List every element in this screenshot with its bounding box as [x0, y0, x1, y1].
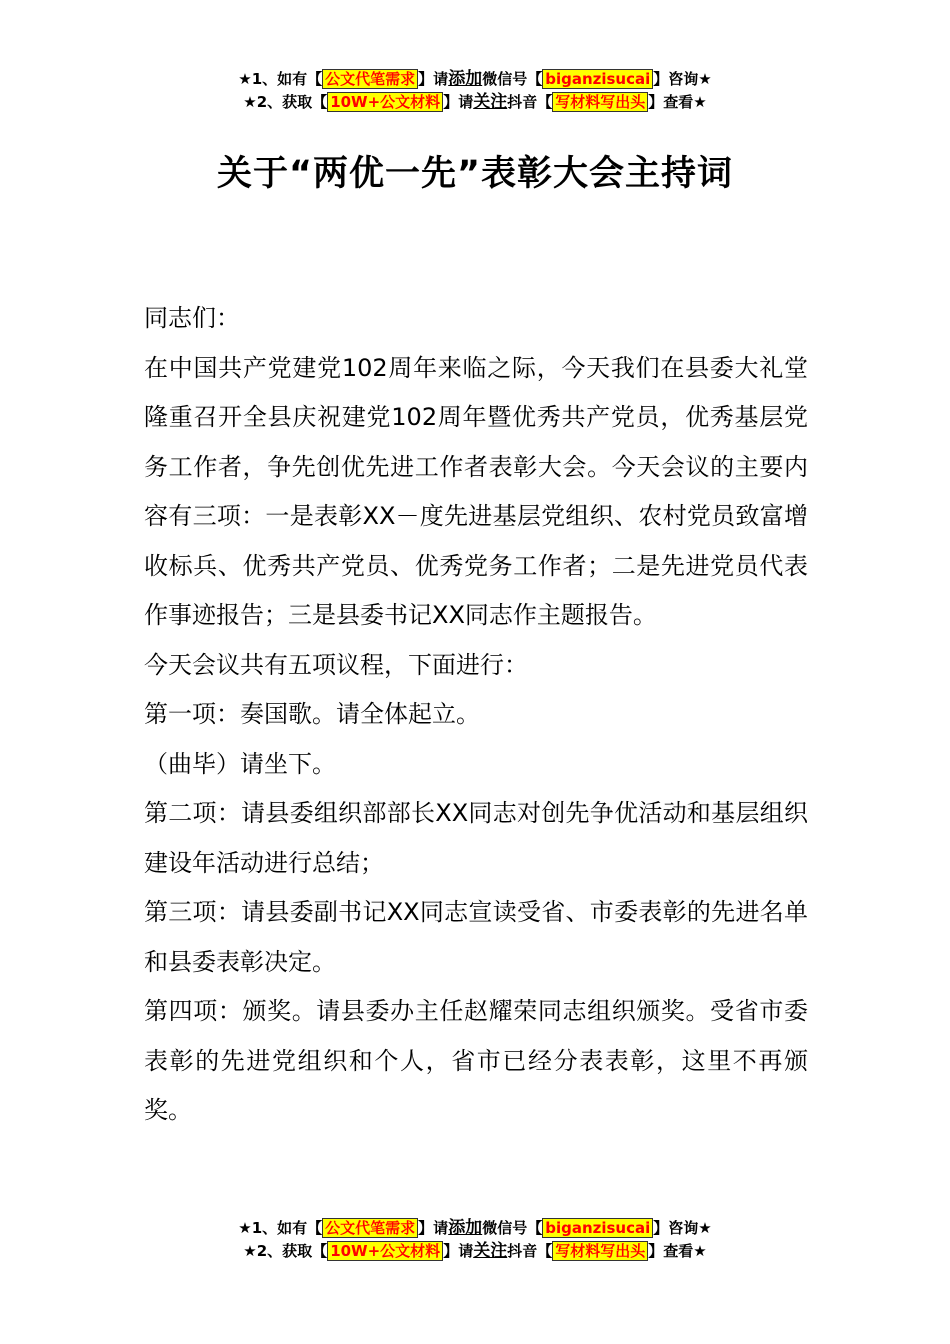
promo-line-2 — [0, 91, 950, 114]
promo-underline: 关注 — [473, 1241, 508, 1261]
promo-text: 】查看★ — [648, 1242, 707, 1260]
paragraph-item-4: 第四项：颁奖。请县委办主任赵耀荣同志组织颁奖。受省市委表彰的先进党组织和个人，省市已经分表表彰，这里不再颁奖。 — [144, 997, 808, 1124]
promo-highlight-douyin: 写材料写出头 — [552, 92, 648, 112]
promo-text: 】请 — [418, 1219, 449, 1237]
promo-highlight: 10W+公文材料 — [327, 92, 443, 112]
salutation: 同志们： — [144, 304, 240, 332]
promo-line-2 — [0, 1240, 950, 1263]
promo-text: 】请 — [443, 93, 474, 111]
document-body — [144, 294, 808, 1136]
promo-line-1 — [0, 68, 950, 91]
promo-text: 抖音【 — [507, 1242, 553, 1260]
promo-text: 抖音【 — [507, 93, 553, 111]
promo-text: 】咨询★ — [653, 70, 712, 88]
promo-text: 微信号【 — [482, 70, 543, 88]
paragraph-item-1-after: （曲毕）请坐下。 — [144, 749, 336, 778]
promo-highlight-wechat: biganzisucai — [542, 1218, 653, 1238]
promo-highlight-douyin: 写材料写出头 — [552, 1241, 648, 1261]
promo-text: ★2、获取【 — [243, 1242, 328, 1260]
promo-text: 】查看★ — [648, 93, 707, 111]
promo-highlight: 公文代笔需求 — [322, 69, 418, 89]
promo-highlight-wechat: biganzisucai — [542, 69, 653, 89]
paragraph-item-3: 第三项：请县委副书记XX同志宣读受省、市委表彰的先进名单和县委表彰决定。 — [144, 898, 808, 976]
promo-line-1 — [0, 1217, 950, 1240]
promo-text: 微信号【 — [482, 1219, 543, 1237]
promo-highlight: 公文代笔需求 — [322, 1218, 418, 1238]
promo-underline: 添加 — [448, 69, 483, 89]
document-title: 关于“两优一先”表彰大会主持词 — [216, 154, 733, 194]
paragraph-item-2: 第二项：请县委组织部部长XX同志对创先争优活动和基层组织建设年活动进行总结； — [144, 799, 808, 877]
promo-underline: 添加 — [448, 1218, 483, 1238]
promo-highlight: 10W+公文材料 — [327, 1241, 443, 1261]
promo-text: 】请 — [418, 70, 449, 88]
paragraph-intro: 在中国共产党建党102周年来临之际，今天我们在县委大礼堂隆重召开全县庆祝建党102周年暨优秀共产党员，优秀基层党务工作者，争先创优先进工作者表彰大会。今天会议的主要内容有三项：一是表彰XX－度先进基层党组织、农村党员致富增收标兵、优秀共产党员、优秀党务工作者；二是先进党员代表作事迹报告；三是县委书记XX同志作主题报告。 — [144, 353, 808, 629]
paragraph-agenda: 今天会议共有五项议程，下面进行： — [144, 650, 528, 679]
promo-text: 】咨询★ — [653, 1219, 712, 1237]
bottom-promo-banner — [0, 1217, 950, 1263]
promo-text: ★2、获取【 — [243, 93, 328, 111]
top-promo-banner — [0, 68, 950, 114]
promo-text: ★1、如有【 — [238, 70, 323, 88]
promo-text: 】请 — [443, 1242, 474, 1260]
promo-text: ★1、如有【 — [238, 1219, 323, 1237]
promo-underline: 关注 — [473, 92, 508, 112]
paragraph-item-1: 第一项：奏国歌。请全体起立。 — [144, 700, 480, 728]
